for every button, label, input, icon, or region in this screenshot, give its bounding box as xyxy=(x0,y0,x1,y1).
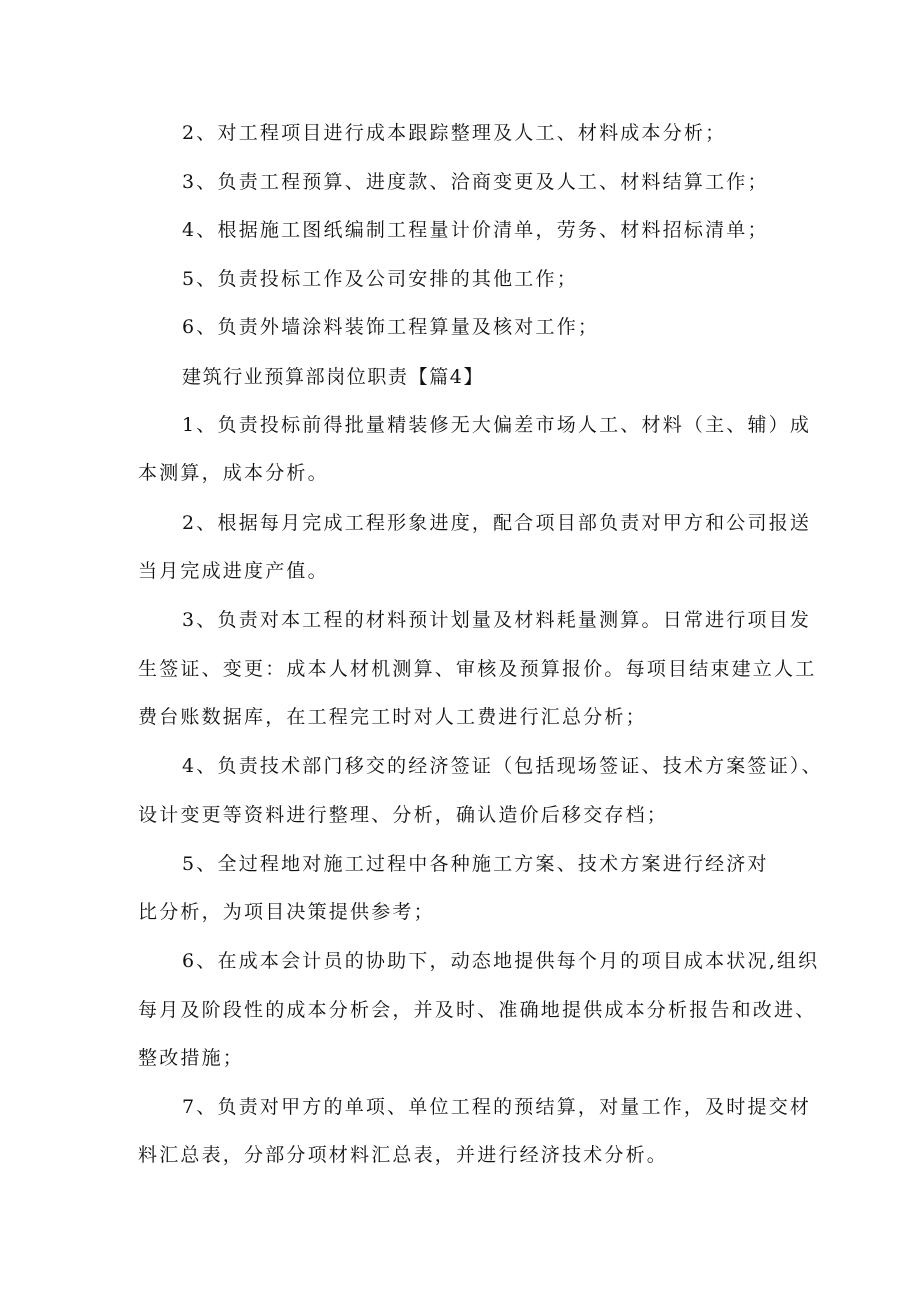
section-heading: 建筑行业预算部岗位职责【篇4】 xyxy=(182,366,485,388)
list-item-3: 3、负责工程预算、进度款、洽商变更及人工、材料结算工作； xyxy=(182,171,769,193)
paragraph-1-line-2: 本测算，成本分析。 xyxy=(138,462,329,484)
list-item-6: 6、负责外墙涂料装饰工程算量及核对工作； xyxy=(182,316,600,338)
paragraph-7-line-2: 料汇总表，分部分项材料汇总表，并进行经济技术分析。 xyxy=(138,1144,669,1166)
paragraph-6-line-3: 整改措施； xyxy=(138,1047,245,1069)
paragraph-5-line-1: 5、全过程地对施工过程中各种施工方案、技术方案进行经济对 xyxy=(182,853,769,875)
paragraph-2-line-1: 2、根据每月完成工程形象进度，配合项目部负责对甲方和公司报送 xyxy=(182,512,812,534)
list-item-2: 2、对工程项目进行成本跟踪整理及人工、材料成本分析； xyxy=(182,122,727,144)
paragraph-1-line-1: 1、负责投标前得批量精装修无大偏差市场人工、材料（主、辅）成 xyxy=(182,414,812,436)
paragraph-6-line-1: 6、在成本会计员的协助下，动态地提供每个月的项目成本状况,组织 xyxy=(182,950,820,972)
paragraph-3-line-1: 3、负责对本工程的材料预计划量及材料耗量测算。日常进行项目发 xyxy=(182,609,812,631)
paragraph-5-line-2: 比分析，为项目决策提供参考； xyxy=(138,901,435,923)
paragraph-4-line-1: 4、负责技术部门移交的经济签证（包括现场签证、技术方案签证）、 xyxy=(182,755,823,777)
paragraph-7-line-1: 7、负责对甲方的单项、单位工程的预结算，对量工作，及时提交材 xyxy=(182,1096,812,1118)
paragraph-2-line-2: 当月完成进度产值。 xyxy=(138,560,329,582)
paragraph-6-line-2: 每月及阶段性的成本分析会，并及时、准确地提供成本分析报告和改进、 xyxy=(138,999,817,1021)
paragraph-4-line-2: 设计变更等资料进行整理、分析，确认造价后移交存档； xyxy=(138,804,669,826)
paragraph-3-line-2: 生签证、变更：成本人材机测算、审核及预算报价。每项目结束建立人工 xyxy=(138,658,817,680)
list-item-4: 4、根据施工图纸编制工程量计价清单，劳务、材料招标清单； xyxy=(182,219,769,241)
paragraph-3-line-3: 费台账数据库，在工程完工时对人工费进行汇总分析； xyxy=(138,706,647,728)
list-item-5: 5、负责投标工作及公司安排的其他工作； xyxy=(182,268,578,290)
